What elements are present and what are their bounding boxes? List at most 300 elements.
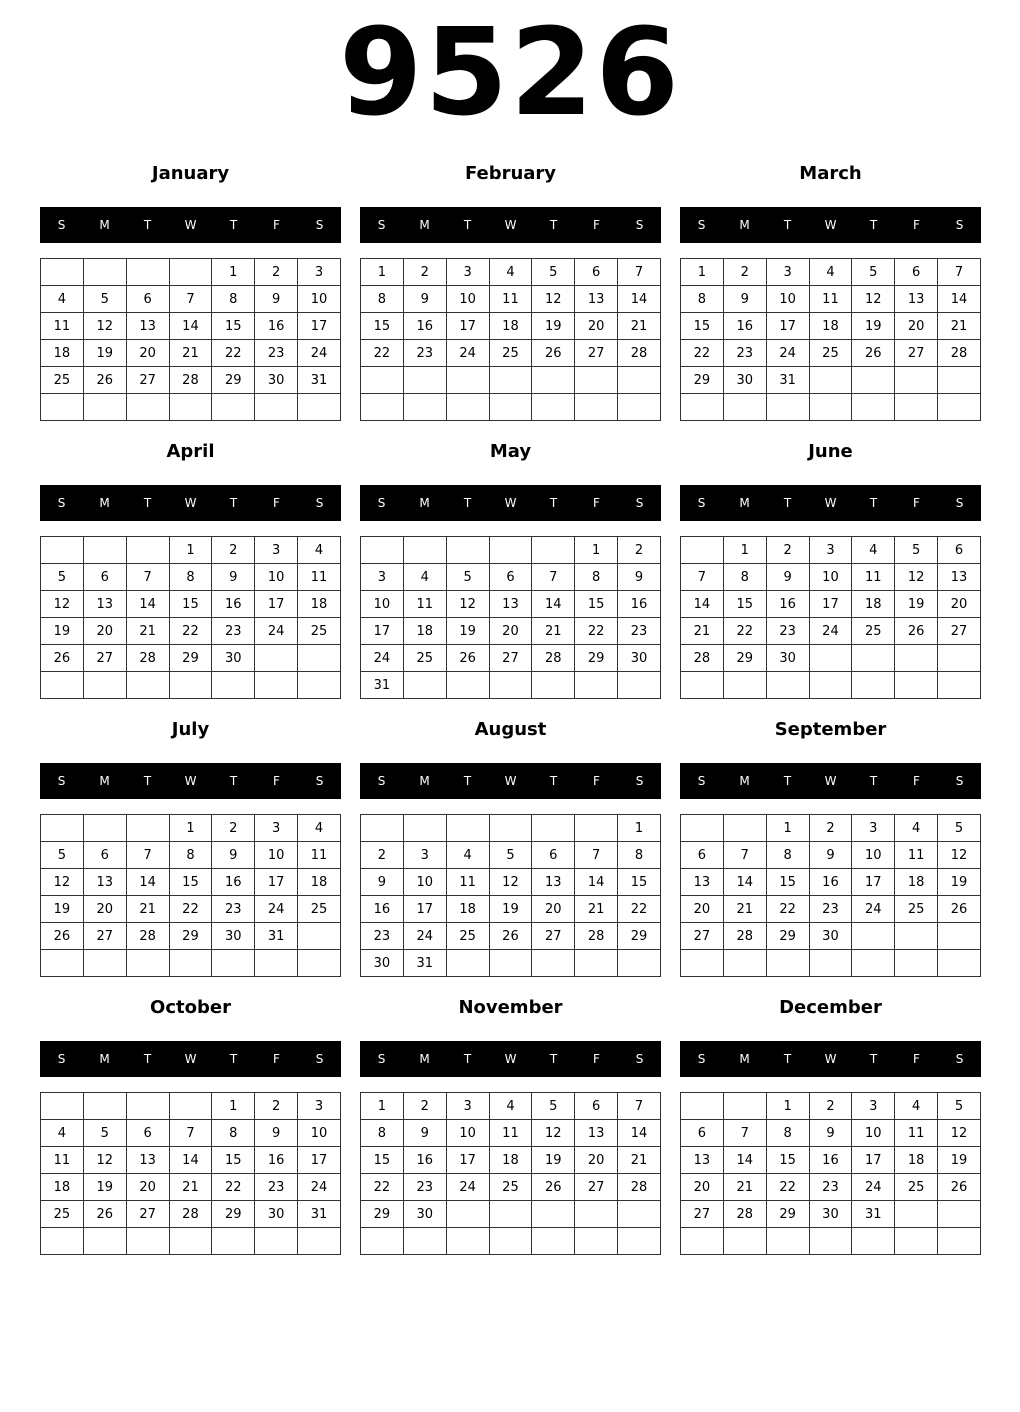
weekday-label: S <box>697 218 706 232</box>
week-row <box>361 286 661 313</box>
month-november <box>360 996 661 1266</box>
day-cell: 16 <box>809 869 852 896</box>
day-cell <box>126 259 169 286</box>
weekday-label: S <box>697 496 706 510</box>
day-cell: 6 <box>575 1093 618 1120</box>
week-row <box>41 1147 341 1174</box>
day-cell: 24 <box>852 896 895 923</box>
month-october <box>40 996 341 1266</box>
day-cell: 17 <box>298 1147 341 1174</box>
day-cell: 24 <box>255 896 298 923</box>
day-cell <box>938 645 981 672</box>
week-row <box>361 645 661 672</box>
day-cell <box>361 815 404 842</box>
week-row <box>361 259 661 286</box>
week-row <box>681 1201 981 1228</box>
day-cell: 16 <box>809 1147 852 1174</box>
weekday-label: W <box>184 774 197 788</box>
days-table <box>360 1092 661 1255</box>
day-cell <box>489 394 532 421</box>
weekday-label: S <box>955 1052 964 1066</box>
day-cell: 4 <box>895 815 938 842</box>
weekday-label: M <box>99 774 110 788</box>
week-row <box>41 537 341 564</box>
day-cell: 15 <box>766 869 809 896</box>
day-cell: 15 <box>723 591 766 618</box>
day-cell: 22 <box>618 896 661 923</box>
week-row <box>361 367 661 394</box>
day-cell: 17 <box>403 896 446 923</box>
weekday-header <box>40 207 341 243</box>
day-cell <box>446 1201 489 1228</box>
weekday-label: F <box>593 1052 600 1066</box>
day-cell: 11 <box>403 591 446 618</box>
day-cell <box>895 645 938 672</box>
week-row <box>681 896 981 923</box>
weekday-label: T <box>463 496 472 510</box>
weekday-label: W <box>504 218 517 232</box>
day-cell: 14 <box>618 1120 661 1147</box>
weekday-label: M <box>419 774 430 788</box>
week-row <box>361 950 661 977</box>
week-row <box>361 896 661 923</box>
day-cell: 31 <box>298 1201 341 1228</box>
week-row <box>361 1147 661 1174</box>
day-cell: 24 <box>446 340 489 367</box>
day-cell <box>41 1093 84 1120</box>
week-row <box>41 672 341 699</box>
day-cell <box>298 394 341 421</box>
weekday-label: S <box>57 218 66 232</box>
day-cell: 3 <box>361 564 404 591</box>
day-cell: 25 <box>41 367 84 394</box>
day-cell: 10 <box>361 591 404 618</box>
day-cell <box>852 923 895 950</box>
day-cell: 26 <box>532 340 575 367</box>
day-cell: 23 <box>255 1174 298 1201</box>
day-cell <box>938 950 981 977</box>
day-cell: 16 <box>766 591 809 618</box>
day-cell: 21 <box>169 340 212 367</box>
day-cell: 20 <box>895 313 938 340</box>
day-cell: 12 <box>83 313 126 340</box>
day-cell: 2 <box>212 815 255 842</box>
weekday-label: M <box>99 496 110 510</box>
day-cell <box>403 394 446 421</box>
week-row <box>681 950 981 977</box>
day-cell <box>575 1201 618 1228</box>
day-cell <box>126 950 169 977</box>
day-cell <box>361 537 404 564</box>
day-cell: 25 <box>446 923 489 950</box>
day-cell: 16 <box>212 869 255 896</box>
days-table <box>680 814 981 977</box>
day-cell: 19 <box>852 313 895 340</box>
day-cell: 7 <box>169 1120 212 1147</box>
day-cell: 28 <box>575 923 618 950</box>
weekday-label: T <box>229 774 238 788</box>
day-cell: 29 <box>212 367 255 394</box>
day-cell: 28 <box>126 645 169 672</box>
day-cell <box>809 950 852 977</box>
day-cell <box>169 672 212 699</box>
day-cell <box>83 1228 126 1255</box>
day-cell: 4 <box>403 564 446 591</box>
day-cell <box>895 367 938 394</box>
week-row <box>41 1120 341 1147</box>
day-cell: 23 <box>809 896 852 923</box>
day-cell <box>298 923 341 950</box>
day-cell: 4 <box>298 537 341 564</box>
week-row <box>681 672 981 699</box>
year-title: 9526 <box>339 4 681 143</box>
day-cell: 1 <box>169 537 212 564</box>
day-cell <box>446 394 489 421</box>
day-cell: 15 <box>169 591 212 618</box>
day-cell: 20 <box>126 340 169 367</box>
days-table <box>360 258 661 421</box>
day-cell: 18 <box>895 869 938 896</box>
day-cell: 30 <box>618 645 661 672</box>
day-cell: 11 <box>41 1147 84 1174</box>
day-cell: 18 <box>852 591 895 618</box>
day-cell: 23 <box>766 618 809 645</box>
day-cell: 10 <box>852 1120 895 1147</box>
day-cell <box>212 394 255 421</box>
day-cell: 1 <box>212 1093 255 1120</box>
weekday-label: M <box>419 496 430 510</box>
day-cell <box>852 950 895 977</box>
day-cell <box>83 672 126 699</box>
day-cell: 30 <box>212 923 255 950</box>
week-row <box>681 618 981 645</box>
week-row <box>361 394 661 421</box>
day-cell: 15 <box>681 313 724 340</box>
day-cell <box>532 672 575 699</box>
day-cell: 8 <box>681 286 724 313</box>
day-cell: 3 <box>852 815 895 842</box>
month-name: October <box>150 997 231 1018</box>
day-cell: 10 <box>298 286 341 313</box>
day-cell: 17 <box>852 869 895 896</box>
day-cell: 18 <box>446 896 489 923</box>
day-cell: 17 <box>298 313 341 340</box>
day-cell <box>852 367 895 394</box>
day-cell: 14 <box>169 313 212 340</box>
day-cell <box>212 1228 255 1255</box>
day-cell: 4 <box>446 842 489 869</box>
day-cell <box>532 1228 575 1255</box>
day-cell: 20 <box>83 896 126 923</box>
day-cell: 18 <box>298 869 341 896</box>
day-cell: 4 <box>809 259 852 286</box>
day-cell: 3 <box>809 537 852 564</box>
day-cell: 14 <box>126 591 169 618</box>
day-cell: 15 <box>361 313 404 340</box>
week-row <box>681 1228 981 1255</box>
week-row <box>681 367 981 394</box>
day-cell: 14 <box>575 869 618 896</box>
day-cell: 10 <box>766 286 809 313</box>
day-cell <box>255 394 298 421</box>
day-cell: 14 <box>126 869 169 896</box>
day-cell: 26 <box>41 645 84 672</box>
week-row <box>681 394 981 421</box>
day-cell <box>126 1093 169 1120</box>
day-cell: 23 <box>403 340 446 367</box>
day-cell: 14 <box>532 591 575 618</box>
day-cell: 18 <box>489 313 532 340</box>
weekday-label: T <box>783 1052 792 1066</box>
day-cell: 13 <box>489 591 532 618</box>
day-cell <box>681 1228 724 1255</box>
day-cell: 10 <box>298 1120 341 1147</box>
week-row <box>361 1174 661 1201</box>
week-row <box>681 1093 981 1120</box>
day-cell: 30 <box>809 923 852 950</box>
day-cell <box>575 950 618 977</box>
day-cell: 11 <box>489 286 532 313</box>
day-cell: 13 <box>938 564 981 591</box>
day-cell: 20 <box>83 618 126 645</box>
day-cell: 19 <box>41 896 84 923</box>
day-cell: 9 <box>403 1120 446 1147</box>
day-cell: 30 <box>403 1201 446 1228</box>
day-cell: 5 <box>446 564 489 591</box>
day-cell: 24 <box>255 618 298 645</box>
day-cell <box>895 923 938 950</box>
day-cell <box>255 672 298 699</box>
day-cell <box>489 672 532 699</box>
day-cell: 23 <box>403 1174 446 1201</box>
day-cell: 18 <box>809 313 852 340</box>
week-row <box>41 394 341 421</box>
day-cell: 21 <box>681 618 724 645</box>
day-cell <box>618 394 661 421</box>
day-cell <box>41 950 84 977</box>
day-cell: 27 <box>83 923 126 950</box>
day-cell: 25 <box>809 340 852 367</box>
day-cell: 1 <box>361 259 404 286</box>
week-row <box>361 340 661 367</box>
weekday-label: S <box>57 496 66 510</box>
month-august <box>360 718 661 988</box>
day-cell <box>255 950 298 977</box>
day-cell: 14 <box>723 1147 766 1174</box>
day-cell: 26 <box>938 896 981 923</box>
weekday-label: S <box>697 774 706 788</box>
day-cell: 7 <box>126 842 169 869</box>
day-cell: 12 <box>41 591 84 618</box>
day-cell <box>126 815 169 842</box>
day-cell <box>169 1093 212 1120</box>
day-cell: 9 <box>809 842 852 869</box>
day-cell <box>895 394 938 421</box>
day-cell: 21 <box>126 896 169 923</box>
day-cell: 8 <box>212 1120 255 1147</box>
day-cell: 7 <box>723 842 766 869</box>
week-row <box>681 1120 981 1147</box>
day-cell <box>126 1228 169 1255</box>
weekday-label: S <box>57 774 66 788</box>
day-cell <box>766 1228 809 1255</box>
day-cell: 18 <box>489 1147 532 1174</box>
day-cell <box>575 1228 618 1255</box>
week-row <box>361 1228 661 1255</box>
week-row <box>41 564 341 591</box>
day-cell: 6 <box>489 564 532 591</box>
month-name: March <box>799 163 862 184</box>
weekday-header <box>680 1041 981 1077</box>
days-table <box>40 536 341 699</box>
month-may <box>360 440 661 710</box>
day-cell: 11 <box>895 842 938 869</box>
day-cell <box>723 950 766 977</box>
day-cell: 9 <box>403 286 446 313</box>
day-cell: 31 <box>361 672 404 699</box>
day-cell: 20 <box>126 1174 169 1201</box>
day-cell: 22 <box>681 340 724 367</box>
day-cell <box>681 672 724 699</box>
week-row <box>681 564 981 591</box>
month-january <box>40 162 341 432</box>
month-july <box>40 718 341 988</box>
day-cell: 19 <box>83 340 126 367</box>
weekday-label: W <box>824 218 837 232</box>
weekday-label: W <box>824 774 837 788</box>
day-cell <box>681 950 724 977</box>
day-cell <box>489 950 532 977</box>
day-cell <box>618 672 661 699</box>
week-row <box>41 286 341 313</box>
day-cell: 29 <box>212 1201 255 1228</box>
day-cell <box>446 672 489 699</box>
day-cell <box>532 815 575 842</box>
weekday-label: W <box>504 774 517 788</box>
day-cell: 4 <box>41 286 84 313</box>
day-cell: 29 <box>169 645 212 672</box>
days-table <box>40 814 341 977</box>
day-cell: 19 <box>532 1147 575 1174</box>
day-cell: 12 <box>83 1147 126 1174</box>
day-cell: 22 <box>212 340 255 367</box>
week-row <box>41 1174 341 1201</box>
day-cell: 31 <box>852 1201 895 1228</box>
day-cell: 3 <box>255 815 298 842</box>
day-cell: 21 <box>169 1174 212 1201</box>
weekday-label: S <box>955 218 964 232</box>
day-cell: 20 <box>532 896 575 923</box>
weekday-label: W <box>504 496 517 510</box>
weekday-label: T <box>463 218 472 232</box>
weekday-header <box>360 207 661 243</box>
day-cell: 30 <box>255 367 298 394</box>
week-row <box>361 564 661 591</box>
day-cell: 21 <box>618 313 661 340</box>
weekday-header <box>360 763 661 799</box>
week-row <box>681 842 981 869</box>
day-cell <box>938 923 981 950</box>
day-cell: 25 <box>403 645 446 672</box>
day-cell <box>403 1228 446 1255</box>
day-cell: 16 <box>403 1147 446 1174</box>
day-cell <box>298 1228 341 1255</box>
day-cell: 18 <box>41 1174 84 1201</box>
day-cell <box>532 367 575 394</box>
day-cell: 28 <box>126 923 169 950</box>
day-cell: 13 <box>681 1147 724 1174</box>
day-cell: 11 <box>41 313 84 340</box>
day-cell: 5 <box>83 1120 126 1147</box>
day-cell <box>83 950 126 977</box>
day-cell: 8 <box>169 842 212 869</box>
day-cell: 29 <box>766 923 809 950</box>
day-cell: 15 <box>169 869 212 896</box>
day-cell: 26 <box>83 1201 126 1228</box>
day-cell: 1 <box>575 537 618 564</box>
week-row <box>361 815 661 842</box>
day-cell: 7 <box>126 564 169 591</box>
day-cell: 23 <box>212 896 255 923</box>
week-row <box>361 842 661 869</box>
day-cell: 26 <box>852 340 895 367</box>
day-cell <box>895 1201 938 1228</box>
day-cell: 23 <box>255 340 298 367</box>
day-cell <box>809 672 852 699</box>
day-cell <box>618 1201 661 1228</box>
weekday-label: S <box>315 496 324 510</box>
day-cell: 28 <box>532 645 575 672</box>
day-cell: 29 <box>575 645 618 672</box>
day-cell <box>852 645 895 672</box>
days-table <box>360 814 661 977</box>
month-december <box>680 996 981 1266</box>
weekday-label: T <box>143 218 152 232</box>
day-cell: 19 <box>446 618 489 645</box>
day-cell <box>532 1201 575 1228</box>
weekday-label: F <box>913 774 920 788</box>
day-cell: 10 <box>852 842 895 869</box>
day-cell: 9 <box>255 286 298 313</box>
day-cell: 2 <box>255 1093 298 1120</box>
day-cell: 25 <box>895 896 938 923</box>
day-cell: 1 <box>618 815 661 842</box>
day-cell: 19 <box>938 1147 981 1174</box>
day-cell: 2 <box>255 259 298 286</box>
weekday-label: W <box>184 496 197 510</box>
week-row <box>681 313 981 340</box>
week-row <box>41 259 341 286</box>
day-cell: 7 <box>681 564 724 591</box>
day-cell: 27 <box>681 1201 724 1228</box>
day-cell: 28 <box>169 1201 212 1228</box>
day-cell: 24 <box>766 340 809 367</box>
day-cell <box>532 394 575 421</box>
day-cell: 28 <box>938 340 981 367</box>
day-cell: 27 <box>938 618 981 645</box>
weekday-label: S <box>635 1052 644 1066</box>
day-cell: 1 <box>212 259 255 286</box>
week-row <box>361 869 661 896</box>
day-cell <box>489 537 532 564</box>
day-cell: 16 <box>403 313 446 340</box>
day-cell: 22 <box>361 1174 404 1201</box>
day-cell: 18 <box>895 1147 938 1174</box>
day-cell: 24 <box>361 645 404 672</box>
day-cell: 2 <box>212 537 255 564</box>
day-cell: 17 <box>766 313 809 340</box>
weekday-label: T <box>463 1052 472 1066</box>
